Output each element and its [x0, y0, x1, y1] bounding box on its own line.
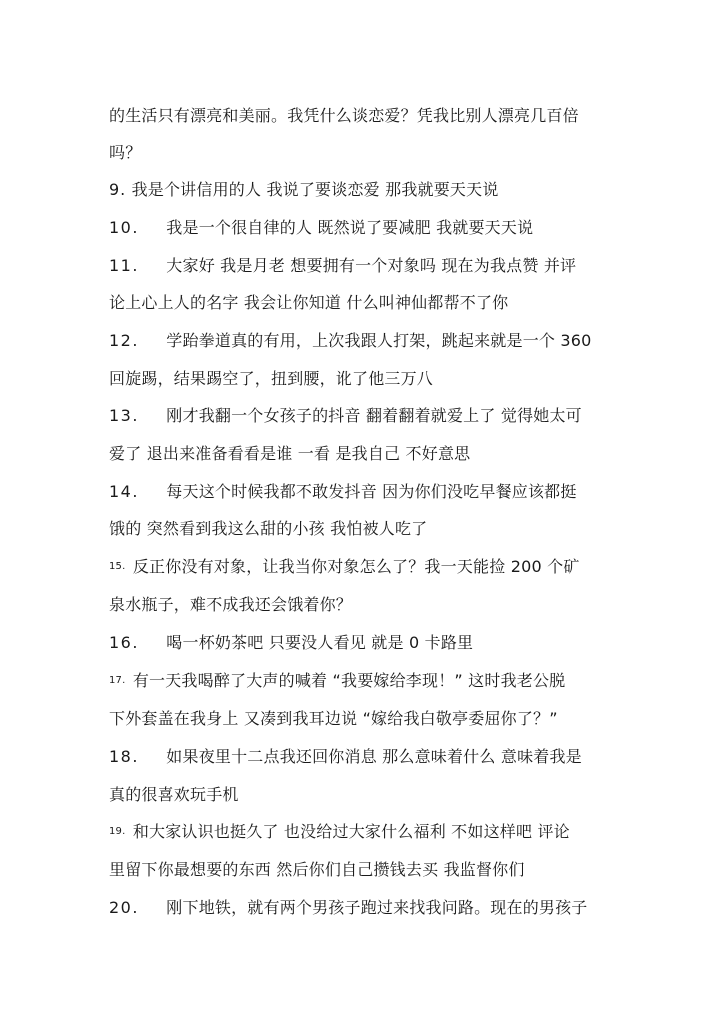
list-item [109, 331, 619, 351]
item-number: 12. [109, 331, 139, 350]
line-text: 有一天我喝醉了大声的喊着 “我要嫁给李现！” 这时我老公脱 [132, 671, 566, 690]
text-line [109, 519, 619, 539]
line-text: 的生活只有漂亮和美丽。我凭什么谈恋爱？凭我比别人漂亮几百倍 [109, 106, 579, 125]
line-text: 真的很喜欢玩手机 [109, 785, 239, 804]
line-text: 吗？ [109, 143, 142, 162]
list-item [109, 482, 619, 502]
item-number: 14. [109, 482, 139, 501]
line-text: 喝一杯奶茶吧 只要没人看见 就是 0 卡路里 [166, 633, 474, 652]
text-line [109, 106, 619, 126]
line-text: 每天这个时候我都不敢发抖音 因为你们没吃早餐应该都挺 [166, 482, 577, 501]
line-text: 和大家认识也挺久了 也没给过大家什么福利 不如这样吧 评论 [132, 822, 570, 841]
list-item [109, 747, 619, 767]
list-item [109, 180, 619, 200]
line-text: 泉水瓶子，难不成我还会饿着你？ [109, 595, 353, 614]
line-text: 大家好 我是月老 想要拥有一个对象吗 现在为我点赞 并评 [166, 256, 577, 275]
text-line [109, 369, 619, 389]
item-number: 13. [109, 406, 139, 425]
item-number: 19. [109, 826, 126, 837]
item-number: 11. [109, 256, 139, 275]
text-line [109, 860, 619, 880]
item-number: 20. [109, 898, 139, 917]
line-text: 下外套盖在我身上 又凑到我耳边说 “嫁给我白敬亭委屈你了？” [109, 709, 558, 728]
item-number: 18. [109, 747, 139, 766]
list-item [109, 406, 619, 426]
item-number: 17. [109, 675, 126, 686]
line-text: 回旋踢，结果踢空了，扭到腰，讹了他三万八 [109, 369, 434, 388]
line-text: 我是个讲信用的人 我说了要谈恋爱 那我就要天天说 [131, 180, 499, 199]
line-text: 如果夜里十二点我还回你消息 那么意味着什么 意味着我是 [166, 747, 582, 766]
list-item [109, 671, 619, 691]
item-number: 16. [109, 633, 139, 652]
line-text: 里留下你最想要的东西 然后你们自己攒钱去买 我监督你们 [109, 860, 525, 879]
text-line [109, 595, 619, 615]
line-text: 刚下地铁，就有两个男孩子跑过来找我问路。现在的男孩子 [166, 898, 588, 917]
text-line [109, 143, 619, 163]
line-text: 论上心上人的名字 我会让你知道 什么叫神仙都帮不了你 [109, 293, 509, 312]
text-line [109, 293, 619, 313]
list-item [109, 256, 619, 276]
item-number: 15. [109, 561, 126, 572]
item-number: 9. [109, 180, 127, 199]
line-text: 爱了 退出来准备看看是谁 一看 是我自己 不好意思 [109, 444, 471, 463]
list-item [109, 218, 619, 238]
list-item [109, 898, 619, 918]
list-item [109, 557, 619, 577]
line-text: 我是一个很自律的人 既然说了要减肥 我就要天天说 [166, 218, 534, 237]
line-text: 反正你没有对象，让我当你对象怎么了？我一天能捡 200 个矿 [132, 557, 580, 576]
text-line [109, 709, 619, 729]
line-text: 学跆拳道真的有用，上次我跟人打架，跳起来就是一个 360 [166, 331, 592, 350]
text-line [109, 444, 619, 464]
text-line [109, 785, 619, 805]
line-text: 饿的 突然看到我这么甜的小孩 我怕被人吃了 [109, 519, 428, 538]
item-number: 10. [109, 218, 139, 237]
list-item [109, 822, 619, 842]
list-item [109, 633, 619, 653]
line-text: 刚才我翻一个女孩子的抖音 翻着翻着就爱上了 觉得她太可 [166, 406, 582, 425]
